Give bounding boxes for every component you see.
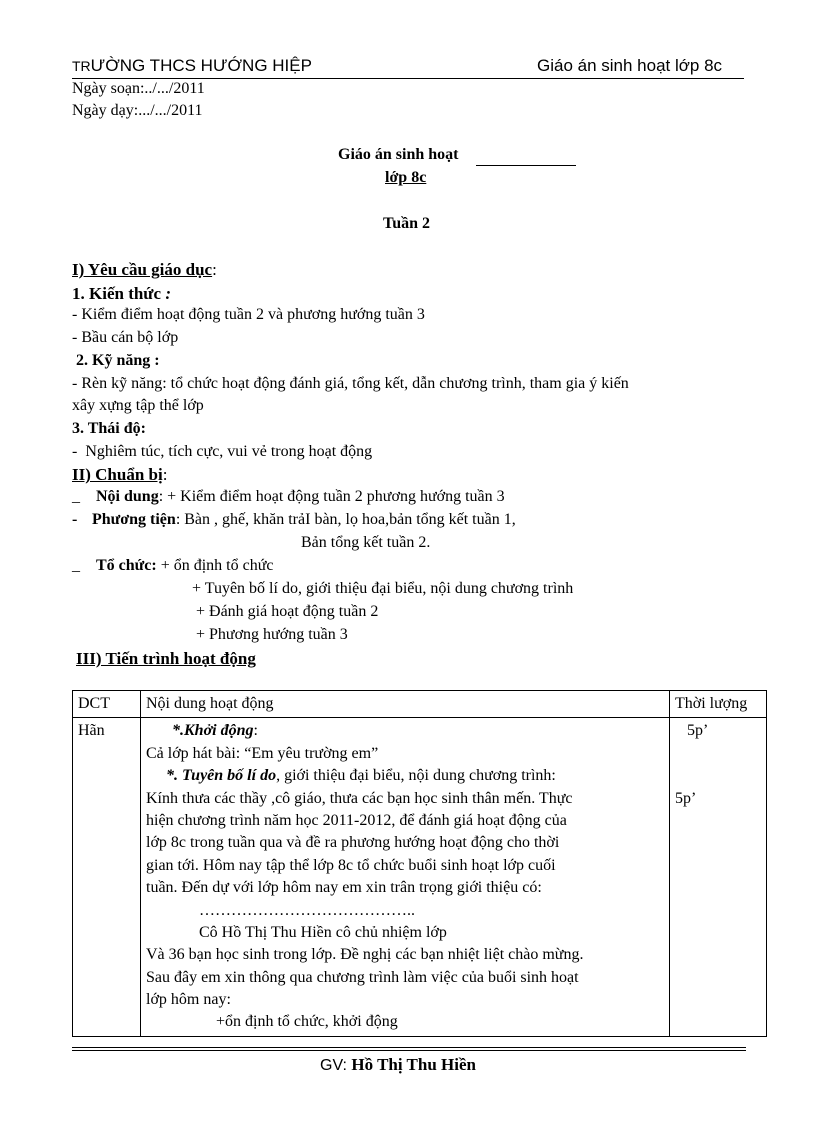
cell-content bbox=[141, 718, 670, 1036]
prep-means-bullet: - bbox=[72, 511, 78, 528]
doc-label: Giáo án sinh hoạt lớp 8c bbox=[537, 56, 723, 75]
closing-line-2: Sau đây em xin thông qua chương trình làm việc của buổi sinh hoạt bbox=[146, 968, 579, 986]
closing-line-1: Và 36 bạn học sinh trong lớp. Đề nghị các bạn nhiệt liệt chào mừng. bbox=[146, 946, 584, 964]
prep-org: Tổ chức: + ổn định tổ chức bbox=[96, 557, 274, 574]
speech-line-4: gian tới. Hôm nay tập thể lớp 8c tổ chức buổi sinh hoạt lớp cuối bbox=[146, 856, 556, 874]
footer-rule-2 bbox=[72, 1050, 746, 1051]
song-line: Cả lớp hát bài: “Em yêu trường em” bbox=[146, 744, 379, 762]
col-header-dct: DCT bbox=[73, 691, 141, 718]
skills-line-2: xây xựng tập thể lớp bbox=[72, 397, 204, 414]
header-rule bbox=[72, 78, 744, 79]
start-heading: *.Khởi động: bbox=[172, 722, 258, 740]
time-announce: 5p’ bbox=[675, 789, 697, 807]
school-prefix: TR bbox=[72, 58, 91, 74]
cell-dct: Hãn bbox=[73, 718, 141, 1036]
section1-heading: I) Yêu cầu giáo dục: bbox=[72, 260, 217, 279]
prep-org-item-1: + Tuyên bố lí do, giới thiệu đại biểu, nội dung chương trình bbox=[192, 580, 574, 597]
prep-org-item-3: + Phương hướng tuần 3 bbox=[196, 626, 348, 643]
prep-org-item-2: + Đánh giá hoạt động tuần 2 bbox=[196, 603, 379, 620]
speech-line-5: tuần. Đến dự với lớp hôm nay em xin trân trọng giới thiệu có: bbox=[146, 879, 542, 897]
footer-teacher: GV: Hồ Thị Thu Hiền bbox=[320, 1055, 476, 1074]
prep-org-bullet: _ bbox=[72, 557, 80, 574]
school-name-rest: ƯỜNG THCS HƯỚNG HIỆP bbox=[90, 56, 312, 75]
speech-line-3: lớp 8c trong tuần qua và đề ra phương hướng hoạt động cho thời bbox=[146, 834, 560, 852]
title-underline bbox=[476, 165, 576, 166]
attitude-heading: 3. Thái độ: bbox=[72, 420, 146, 437]
knowledge-heading: 1. Kiến thức : bbox=[72, 284, 171, 303]
title-line2: lớp 8c bbox=[385, 169, 427, 186]
col-header-time: Thời lượng bbox=[670, 691, 767, 718]
footer-rule bbox=[72, 1047, 746, 1048]
week-label: Tuần 2 bbox=[383, 215, 430, 232]
time-start: 5p’ bbox=[687, 722, 709, 740]
announce-heading: *. Tuyên bố lí do, giới thiệu đại biểu, nội dung chương trình: bbox=[166, 767, 556, 785]
cell-time bbox=[670, 718, 767, 1036]
skills-heading: 2. Kỹ năng : bbox=[72, 352, 160, 369]
teacher-line: Cô Hồ Thị Thu Hiền cô chủ nhiệm lớp bbox=[199, 923, 447, 941]
school-name bbox=[72, 56, 312, 76]
section3-heading: III) Tiến trình hoạt động bbox=[76, 649, 256, 668]
section2-heading: II) Chuẩn bị: bbox=[72, 465, 168, 484]
closing-line-3: lớp hôm nay: bbox=[146, 991, 231, 1009]
date-prepared: Ngày soạn:../.../2011 bbox=[72, 80, 205, 97]
prep-means-line-2: Bản tổng kết tuần 2. bbox=[301, 534, 431, 551]
col-header-content: Nội dung hoạt động bbox=[141, 691, 670, 718]
table-row bbox=[73, 718, 767, 1036]
prep-content: Nội dung: + Kiểm điểm hoạt động tuần 2 phương hướng tuần 3 bbox=[96, 488, 505, 505]
knowledge-item-2: - Bầu cán bộ lớp bbox=[72, 329, 179, 346]
title-line1: Giáo án sinh hoạt bbox=[338, 146, 459, 163]
activity-table bbox=[72, 690, 767, 1037]
skills-line-1: - Rèn kỹ năng: tổ chức hoạt động đánh giá, tổng kết, dẫn chương trình, tham gia ý kiến bbox=[72, 375, 629, 392]
agenda-item: +ổn định tổ chức, khởi động bbox=[216, 1013, 398, 1031]
date-taught: Ngày dạy:.../.../2011 bbox=[72, 102, 203, 119]
prep-means: Phương tiện: Bàn , ghế, khăn trảI bàn, lọ hoa,bản tổng kết tuần 1, bbox=[92, 511, 516, 528]
attitude-item: - Nghiêm túc, tích cực, vui vẻ trong hoạt động bbox=[72, 443, 373, 460]
knowledge-item-1: - Kiểm điểm hoạt động tuần 2 và phương hướng tuần 3 bbox=[72, 306, 425, 323]
speech-line-1: Kính thưa các thầy ,cô giáo, thưa các bạn học sinh thân mến. Thực bbox=[146, 789, 573, 807]
table-header-row bbox=[73, 691, 767, 718]
guest-dots: ………………………………….. bbox=[199, 901, 415, 919]
speech-line-2: hiện chương trình năm học 2011-2012, để đánh giá hoạt động của bbox=[146, 811, 567, 829]
prep-content-bullet: _ bbox=[72, 488, 80, 505]
